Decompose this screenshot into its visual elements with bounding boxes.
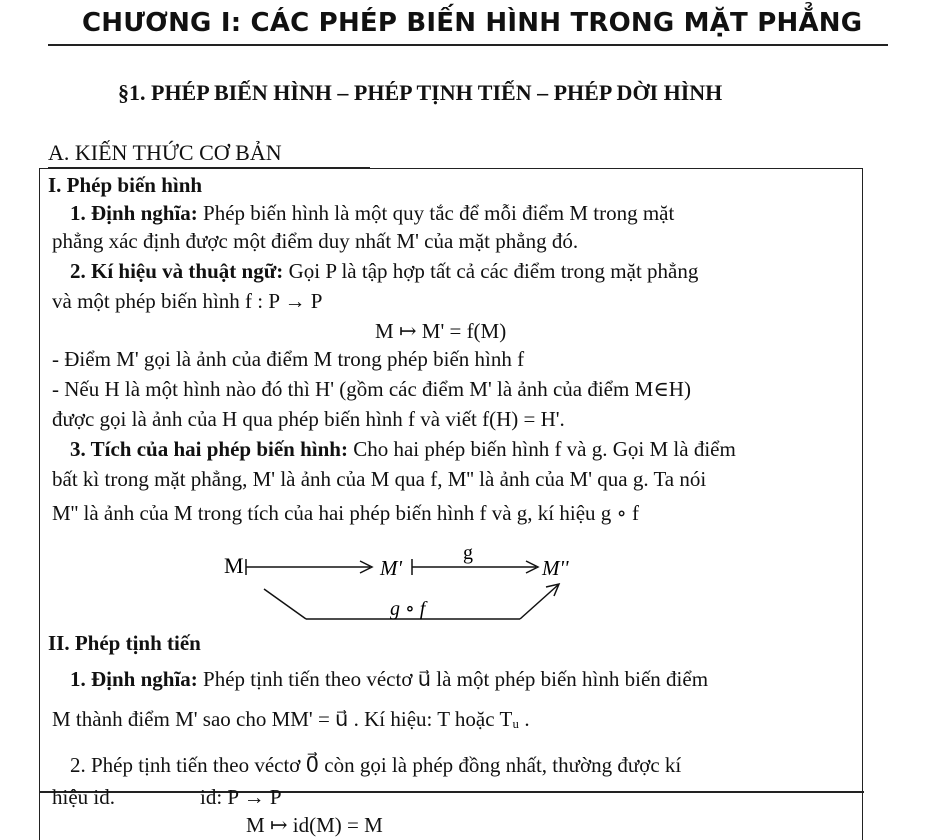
translation-def-line-2: M thành điểm M' sao cho MM' = u⃗ . Kí hiệu: T hoặc Tᵤ .	[52, 707, 530, 731]
definition-line-2: phẳng xác định được một điểm duy nhất M' của mặt phẳng đó.	[52, 229, 579, 253]
chapter-rule	[48, 44, 888, 46]
translation-def-line-1	[70, 667, 708, 692]
notation-text: Gọi P là tập hợp tất cả các điểm trong mặt phẳng	[283, 259, 699, 283]
identity-map-1: id: P → P	[200, 785, 282, 809]
image-figure-line-1: - Nếu H là một hình nào đó thì H' (gồm các điểm M' là ảnh của điểm M∈H)	[52, 377, 691, 401]
section-II-heading: II. Phép tịnh tiến	[48, 631, 201, 655]
notation-line-2: và một phép biến hình f : P → P	[52, 289, 323, 313]
notation-label: 2. Kí hiệu và thuật ngữ:	[70, 259, 284, 283]
definition-label: 1. Định nghĩa:	[70, 201, 198, 225]
diagram-right-slant	[520, 585, 558, 619]
section-I-heading: I. Phép biến hình	[48, 173, 203, 197]
chapter-title: CHƯƠNG I: CÁC PHÉP BIẾN HÌNH TRONG MẶT PHẲNG	[82, 8, 863, 38]
section-divider	[40, 791, 864, 793]
diagram-top-label: g	[463, 542, 473, 564]
identity-map-2: M ↦ id(M) = M	[246, 813, 383, 837]
content-box	[39, 168, 863, 840]
product-text: Cho hai phép biến hình f và g. Gọi M là điểm	[347, 437, 736, 461]
translation-def-label: 1. Định nghĩa:	[70, 667, 198, 691]
mapping-formula: M ↦ M' = f(M)	[375, 319, 507, 343]
notation-line-1	[70, 259, 698, 284]
product-line-1	[70, 437, 736, 462]
image-figure-line-2: được gọi là ảnh của H qua phép biến hình f và viết f(H) = H'.	[52, 407, 565, 431]
section-title: §1. PHÉP BIẾN HÌNH – PHÉP TỊNH TIẾN – PHÉP DỜI HÌNH	[118, 80, 723, 105]
diagram-left-slant	[264, 589, 306, 619]
product-label: 3. Tích của hai phép biến hình:	[70, 437, 348, 461]
translation-def-text: Phép tịnh tiến theo véctơ u⃗ là một phép biến hình biến điểm	[197, 667, 709, 691]
diagram-bottom-label: g ∘ f	[390, 598, 426, 620]
definition-line-1	[70, 201, 674, 226]
diagram-end-label: M''	[542, 556, 569, 580]
identity-line-2: hiệu id.	[52, 785, 115, 809]
diagram-start-label: M	[224, 553, 244, 578]
part-title: A. KIẾN THỨC CƠ BẢN	[48, 140, 282, 165]
image-point-line: - Điểm M' gọi là ảnh của điểm M trong phép biến hình f	[52, 347, 525, 371]
definition-text: Phép biến hình là một quy tắc để mỗi điểm M trong mặt	[197, 201, 675, 225]
product-line-2: bất kì trong mặt phẳng, M' là ảnh của M qua f, M'' là ảnh của M' qua g. Ta nói	[52, 467, 707, 491]
composition-diagram	[220, 537, 580, 627]
diagram-middle-label: M'	[380, 556, 402, 580]
product-line-3: M'' là ảnh của M trong tích của hai phép biến hình f và g, kí hiệu g ∘ f	[52, 501, 640, 525]
identity-line-1: 2. Phép tịnh tiến theo véctơ 0⃗ còn gọi là phép đồng nhất, thường được kí	[70, 753, 682, 777]
